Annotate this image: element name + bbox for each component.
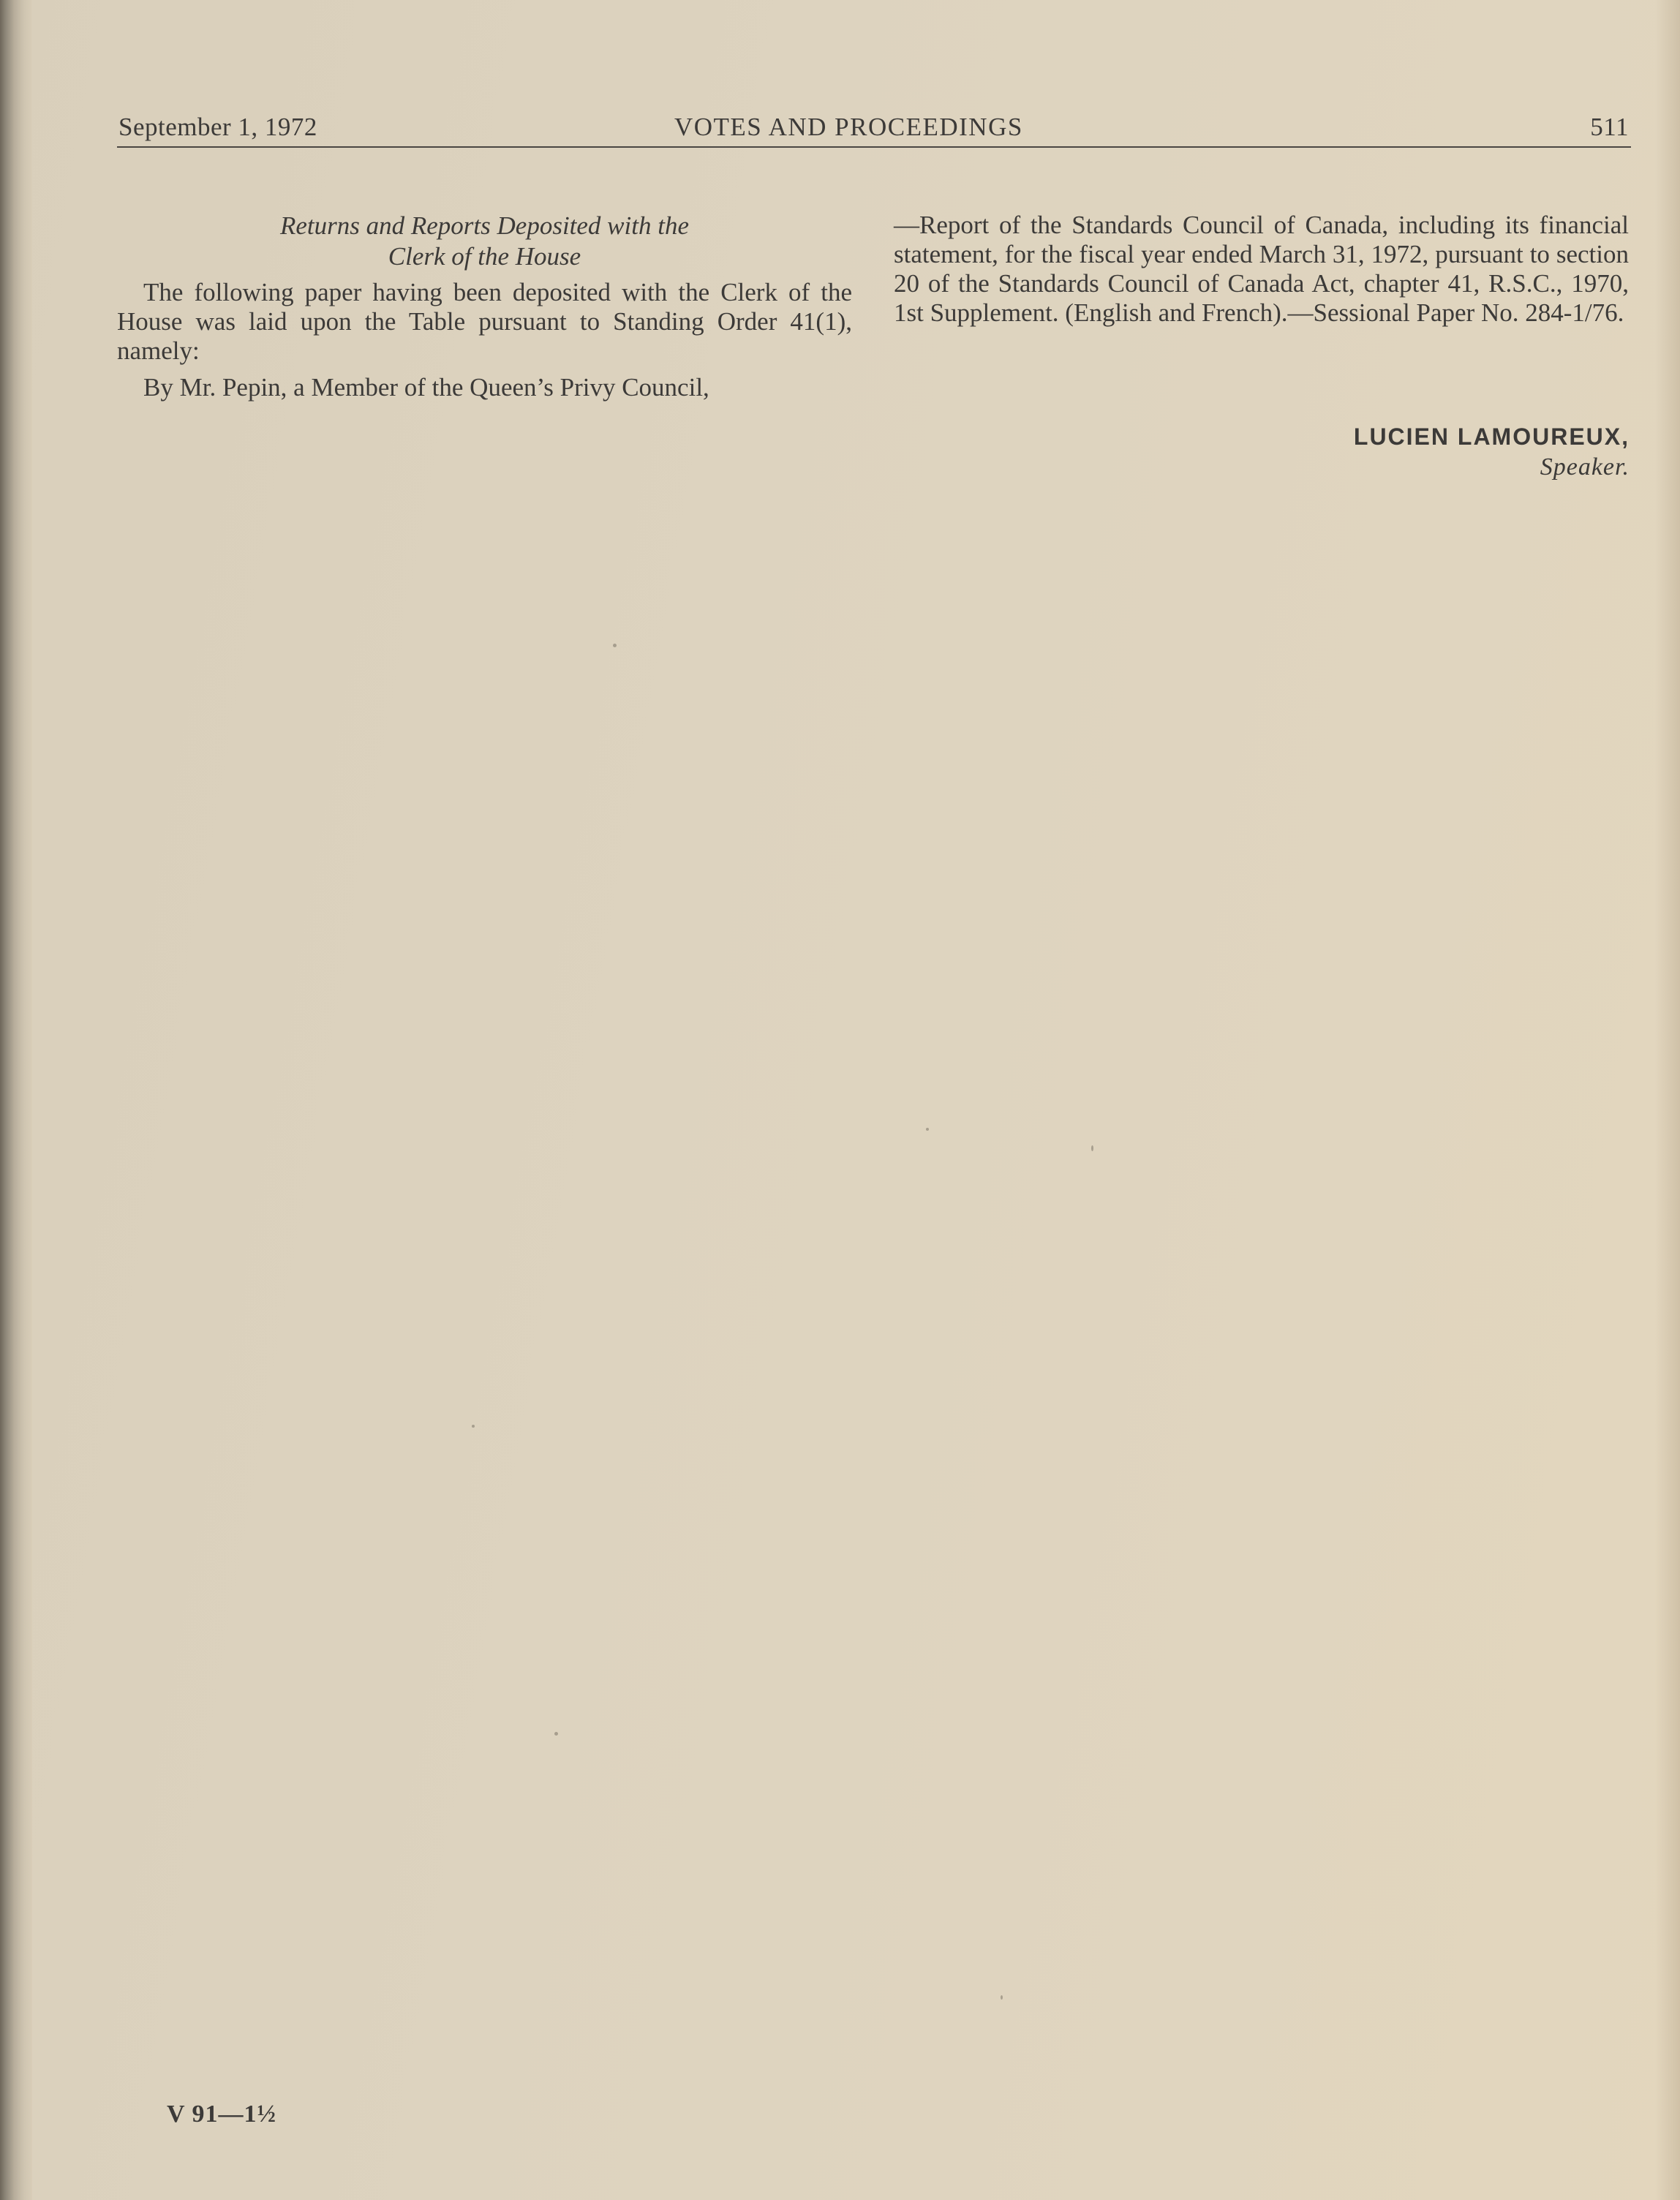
paper-speck: [554, 1732, 558, 1736]
deposit-paragraph: The following paper having been deposited with the Clerk of the House was laid upon the Table pursuant to Standing Order 41(1), namely:: [117, 278, 852, 365]
paper-speck: [1001, 1995, 1003, 2000]
paper-speck: [613, 644, 617, 647]
header-title: VOTES AND PROCEEDINGS: [674, 113, 1023, 141]
tabled-by-paragraph: By Mr. Pepin, a Member of the Queen’s Privy Council,: [143, 373, 709, 402]
speaker-name: LUCIEN LAMOUREUX,: [1353, 423, 1630, 450]
binding-edge: [0, 0, 32, 2200]
section-heading: [117, 211, 852, 272]
speaker-title: Speaker.: [1540, 453, 1630, 481]
paper-speck: [1091, 1145, 1093, 1151]
right-column: [894, 211, 1629, 328]
printer-signature-mark: V 91—1½: [167, 2101, 276, 2128]
section-heading-line-2: Clerk of the House: [388, 242, 581, 271]
page-edge-shadow: [1655, 0, 1680, 2200]
paper-speck: [926, 1128, 929, 1131]
page-number: 511: [1590, 113, 1629, 141]
report-paragraph: —Report of the Standards Council of Canada, including its financial statement, for the fiscal year ended March 31, 1972, pursuant to section 20 of the Standards Council of Canada Act, chapter 41, R.S.C., 1970, 1st Supplement. (English and French).—Sessional Paper No. 284-1/76.: [894, 211, 1629, 327]
section-heading-line-1: Returns and Reports Deposited with the: [280, 211, 689, 240]
header-rule: [117, 146, 1631, 148]
running-header: [117, 110, 1631, 148]
left-column: [117, 211, 852, 402]
signature-block: [1354, 421, 1630, 483]
paper-speck: [472, 1425, 475, 1428]
header-date: September 1, 1972: [118, 113, 317, 141]
